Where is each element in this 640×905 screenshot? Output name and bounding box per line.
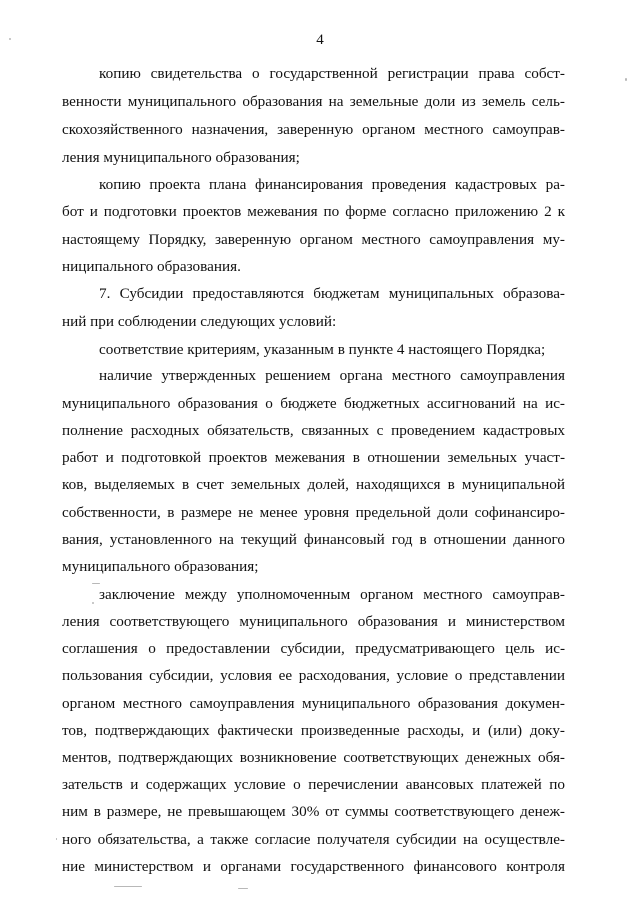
text-line: ления муниципального образования; [62,149,300,166]
scan-speck [56,838,57,840]
text-line: соответствие критериям, указанным в пункте 4 настоящего Порядка; [99,341,546,358]
text-line: тов, подтверждающих фактически произведенные расходы, и (или) доку- [62,722,565,739]
text-line: соглашения о предоставлении субсидии, предусматривающего цель ис- [62,640,565,657]
scan-speck [625,78,627,81]
text-line: ного обязательства, а также согласие получателя субсидии на осуществле- [62,831,565,848]
page-number: 4 [316,32,324,48]
text-line: полнение расходных обязательств, связанных с проведением кадастровых [62,422,565,439]
text-line: ним в размере, не превышающем 30% от суммы соответствующего денеж- [62,803,565,820]
text-line: ние министерством и органами государственного финансового контроля [62,858,565,875]
scan-speck [238,888,248,889]
text-line: ления соответствующего муниципального образования и министерством [62,613,565,630]
text-line: собственности, в размере не менее уровня предельной доли софинансиро- [62,504,565,521]
text-line: пользования субсидии, условия ее расходования, условие о представлении [62,667,565,684]
text-line: муниципального образования о бюджете бюджетных ассигнований на ис- [62,395,565,412]
scan-speck [92,583,100,584]
text-line: копию проекта плана финансирования проведения кадастровых ра- [99,176,565,193]
text-line: настоящему Порядку, заверенную органом местного самоуправления му- [62,231,565,248]
text-line: вания, установленного на текущий финансовый год в отношении данного [62,531,565,548]
text-line: венности муниципального образования на земельные доли из земель сель- [62,93,565,110]
text-line: работ и подготовкой проектов межевания в отношении земельных участ- [62,449,565,466]
text-line: ментов, подтверждающих возникновение соответствующих денежных обя- [62,749,565,766]
text-line: ниципального образования. [62,258,241,275]
text-line: органом местного самоуправления муниципального образования докумен- [62,695,565,712]
text-line: муниципального образования; [62,558,259,575]
text-line: скохозяйственного назначения, заверенную органом местного самоуправ- [62,121,565,138]
scan-speck [9,38,11,40]
text-line: бот и подготовки проектов межевания по форме согласно приложению 2 к [62,203,565,220]
text-line: ков, выделяемых в счет земельных долей, находящихся в муниципальной [62,476,565,493]
text-line: ний при соблюдении следующих условий: [62,313,337,330]
scan-speck [114,886,142,887]
text-line: зательств и содержащих условие о перечислении авансовых платежей по [62,776,565,793]
text-line: заключение между уполномоченным органом местного самоуправ- [99,586,565,603]
scan-speck [92,602,94,604]
text-line: копию свидетельства о государственной регистрации права собст- [99,65,565,82]
text-line: 7. Субсидии предоставляются бюджетам муниципальных образова- [99,285,565,302]
text-line: наличие утвержденных решением органа местного самоуправления [99,367,565,384]
